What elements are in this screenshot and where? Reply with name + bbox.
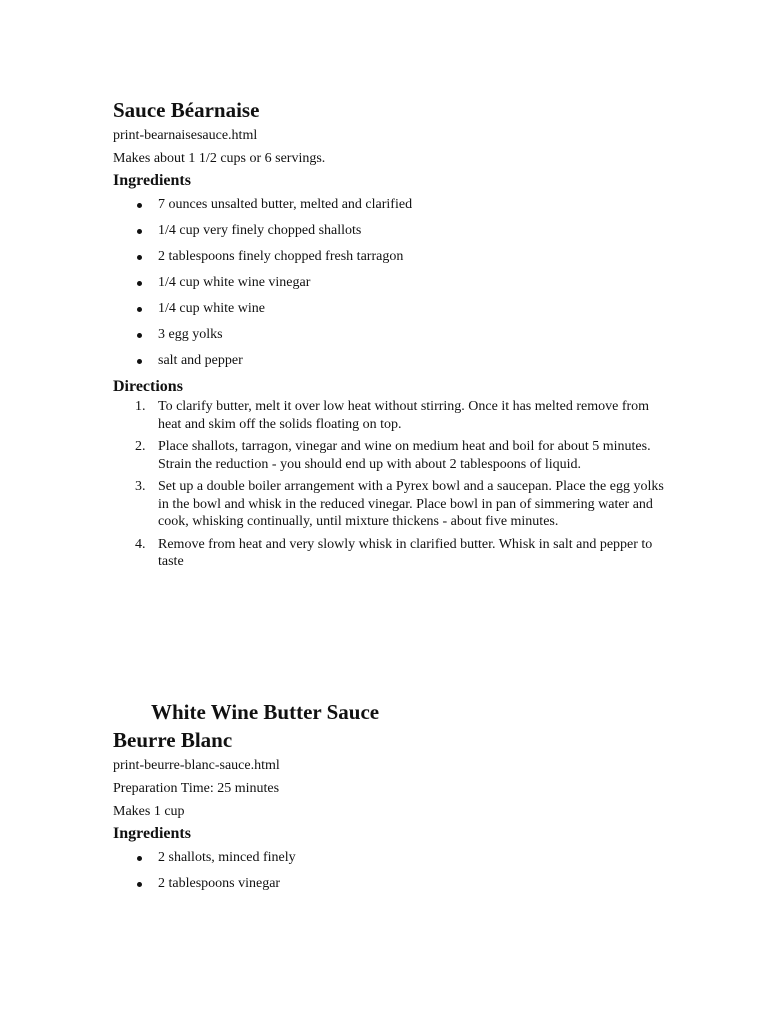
bullet-icon xyxy=(137,229,142,234)
recipe-title: White Wine Butter Sauce xyxy=(151,700,380,724)
ingredients-heading: Ingredients xyxy=(113,825,191,842)
recipe-bearnaise xyxy=(113,96,673,576)
bullet-icon xyxy=(137,856,142,861)
list-item: 3 egg yolks xyxy=(113,322,673,348)
recipe-subtitle: Beurre Blanc xyxy=(113,728,233,752)
ingredients-list xyxy=(113,192,673,374)
bullet-icon xyxy=(137,255,142,260)
direction-step: 1. To clarify butter, melt it over low heat without stirring. Once it has melted remove from heat and skim off the solids floating on top. xyxy=(135,399,650,432)
recipe-link: print-bearnaisesauce.html xyxy=(113,128,258,143)
direction-step: 3. Set up a double boiler arrangement with a Pyrex bowl and a saucepan. Place the egg yolks in the bowl and whisk in the reduced vinegar. Place bowl in pan of simmering water and cook, whisking continually, until mixture thickens - about five minutes. xyxy=(135,479,664,529)
direction-step: 4. Remove from heat and very slowly whisk in clarified butter. Whisk in salt and pepper to taste xyxy=(135,536,653,569)
list-item: 1/4 cup very finely chopped shallots xyxy=(113,218,673,244)
recipe-yield: Makes 1 cup xyxy=(113,804,185,819)
ingredients-heading: Ingredients xyxy=(113,172,191,189)
bullet-icon xyxy=(137,333,142,338)
directions-heading: Directions xyxy=(113,378,183,395)
list-item: 7 ounces unsalted butter, melted and clarified xyxy=(113,192,673,218)
bullet-icon xyxy=(137,281,142,286)
prep-time: Preparation Time: 25 minutes xyxy=(113,781,280,796)
bullet-icon xyxy=(137,307,142,312)
list-item: 1/4 cup white wine vinegar xyxy=(113,270,673,296)
bullet-icon xyxy=(137,882,142,887)
ingredients-list xyxy=(113,845,673,897)
list-item: 2 tablespoons vinegar xyxy=(113,871,673,897)
direction-step: 2. Place shallots, tarragon, vinegar and wine on medium heat and boil for about 5 minutes. Strain the reduction - you should end up with about 2 tablespoons of liquid. xyxy=(135,439,651,472)
recipe-link: print-beurre-blanc-sauce.html xyxy=(113,758,280,773)
recipe-yield: Makes about 1 1/2 cups or 6 servings. xyxy=(113,151,326,166)
list-item: 2 tablespoons finely chopped fresh tarragon xyxy=(113,244,673,270)
recipe-beurre-blanc xyxy=(113,698,673,899)
list-item: 2 shallots, minced finely xyxy=(113,845,673,871)
list-item: salt and pepper xyxy=(113,348,673,374)
bullet-icon xyxy=(137,359,142,364)
recipe-title: Sauce Béarnaise xyxy=(113,98,260,122)
bullet-icon xyxy=(137,203,142,208)
directions-list xyxy=(113,398,673,571)
list-item: 1/4 cup white wine xyxy=(113,296,673,322)
